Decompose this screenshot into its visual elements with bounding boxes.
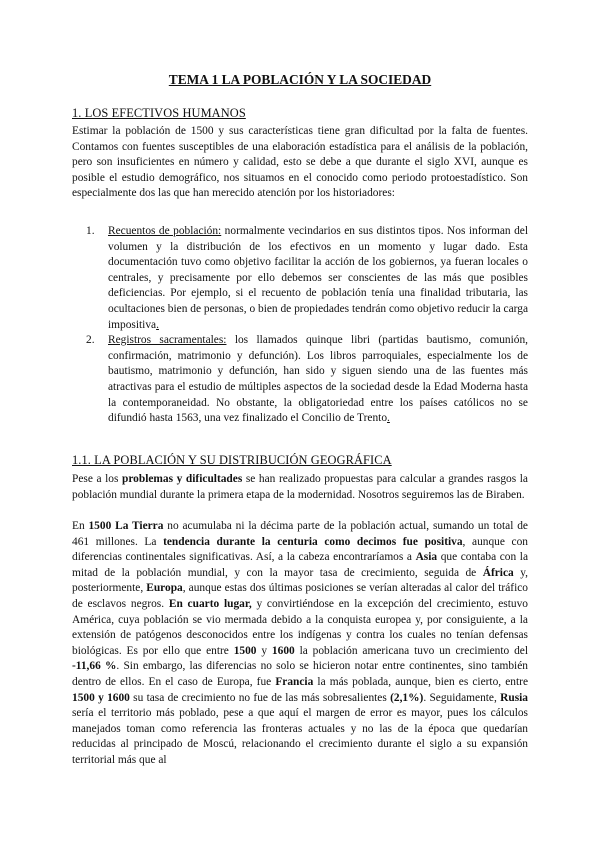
section-heading-efectivos: 1. LOS EFECTIVOS HUMANOS <box>72 106 246 120</box>
text-run: y, posteriormente, <box>72 566 528 595</box>
bold-run: Rusia <box>500 691 528 704</box>
list-item-label: Recuentos de población: <box>108 225 222 237</box>
list-item <box>72 224 528 333</box>
text-run: . Seguidamente, <box>423 691 501 704</box>
text-run: y <box>256 644 272 657</box>
list-item-text: los llamados quinque libri (partidas bautismo, comunión, confirmación, matrimonio y defunción). Los libros parroquiales, especialmente los de bautismo, matrimonio y defunción, han sido y siguen siendo una de las fuentes más atractivas para el estudio de múltiples aspectos de la sociedad desde la Edad Moderna hasta la contemporaneidad. No obstante, la obligatoriedad entre los países católicos no se difundió hasta 1563, una vez finalizado el Concilio de Trento <box>108 334 528 425</box>
intro-paragraph: Estimar la población de 1500 y sus características tiene gran dificultad por la falta de fuentes. Contamos con fuentes susceptibles de una elaboración estadística para el análisis de la población, pero son insuficientes en número y calidad, esto se debe a que durante el siglo XVI, aunque es posible el estudio demográfico, nos situamos en el conocido como periodo protoestadístico. Son especialmente dos las que han merecido atención por los historiadores: <box>72 125 528 200</box>
list-item-text: normalmente vecindarios en sus distintos tipos. Nos informan del volumen y la distribución de los efectivos en un momento y lugar dado. Esta documentación tuvo como objetivo facilitar la acción de los gobiernos, ya fueran locales o centrales, y precisamente por ello debemos ser conscientes de las más que posibles deficiencias. Por ejemplo, si el recuento de población tenía una finalidad tributaria, las ocultaciones bien de personas, o bien de propiedades tendrán como objetivo reducir la carga impositiva <box>108 225 528 331</box>
bold-run: África <box>482 566 514 579</box>
bold-run: tendencia durante la centuria como decimos fue positiva <box>163 535 463 548</box>
list-item-label: Registros sacramentales: <box>108 334 227 347</box>
text-run: , aunque con diferencias continentales significativas. Así, a la cabeza encontraríamos a <box>72 535 528 564</box>
text-run: no acumulaba ni la décima parte de la población actual, sumando un total de 461 millones. La <box>72 520 528 548</box>
list-item-end: . <box>156 318 159 331</box>
text-run: que contaba con la mitad de la población mundial, y con la mayor tasa de crecimiento, seguida de <box>72 551 529 579</box>
bold-run: -11,66 % <box>72 660 117 673</box>
bold-run: 1500 La Tierra <box>88 520 164 532</box>
text-run: la más poblada, aunque, bien es cierto, entre <box>313 675 528 688</box>
page-title: TEMA 1 LA POBLACIÓN Y LA SOCIEDAD <box>168 72 432 87</box>
sources-list <box>72 224 528 427</box>
paragraph-biraben <box>72 472 528 503</box>
text-run: se han realizado propuestas para calcular a grandes rasgos la población mundial durante la primera etapa de la modernidad. Nosotros seguiremos las de Biraben. <box>72 473 528 501</box>
text-run: . Sin embargo, las diferencias no solo se hicieron notar entre continentes, sino también dentro de ellos. En el caso de Europa, fue <box>72 660 528 688</box>
list-item-end: . <box>387 412 390 425</box>
list-item <box>72 333 528 427</box>
bold-run: En cuarto lugar, <box>168 597 252 610</box>
bold-run: Asia <box>415 551 438 564</box>
bold-run: problemas y dificultades <box>122 473 243 485</box>
text-run: y convirtiéndose en la excepción del crecimiento, estuvo América, cuya población se vio mermada debido a la conquista europea y, por consiguiente, a la extensión de patógenos desconocidos entre los indígenas y contra los cuales no tenían defensas biológicas. Es por ello que entre <box>72 597 528 657</box>
bold-run: (2,1%) <box>390 691 424 704</box>
bold-run: Francia <box>275 675 314 688</box>
text-run: la población americana tuvo un crecimiento del <box>294 644 528 657</box>
bold-run: Europa <box>146 582 183 595</box>
section-heading-distribucion: 1.1. LA POBLACIÓN Y SU DISTRIBUCIÓN GEOGRÁFICA <box>72 453 392 467</box>
bold-run: 1600 <box>271 644 295 657</box>
list-number: 1. <box>86 225 95 237</box>
text-run: su tasa de crecimiento no fue de las más sobresalientes <box>129 691 391 704</box>
text-run: Pese a los <box>72 473 122 485</box>
text-run: En <box>72 520 89 532</box>
text-run: sería el territorio más poblado, pese a que aquí el margen de error es mayor, pues los cálculos manejados toman como referencia las fronteras actuales y no las de la época que quedarían reducidas al principado de Moscú, relacionando el crecimiento durante el siglo a su expansión territorial más que al <box>72 707 528 766</box>
text-run: , aunque estas dos últimas posiciones se verían alteradas al calor del tráfico de esclavos negros. <box>72 582 528 610</box>
list-number: 2. <box>86 334 95 347</box>
bold-run: 1500 y 1600 <box>72 691 130 704</box>
paragraph-1500 <box>72 519 528 769</box>
bold-run: 1500 <box>233 644 257 657</box>
